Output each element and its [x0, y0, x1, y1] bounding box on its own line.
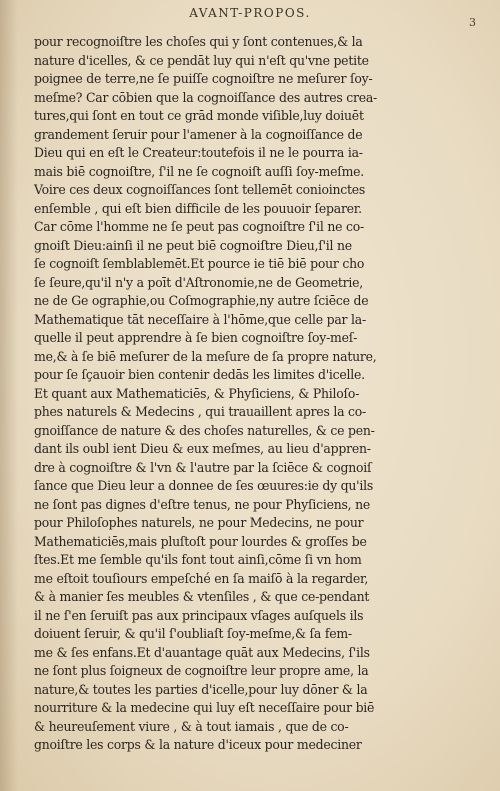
text-line: Et quant aux Mathematiciēs, & Phyſiciens, & Philoſo- — [34, 386, 360, 402]
text-line: il ne ſ'en ſeruiſt pas aux principaux vſages auſquels ils — [34, 608, 364, 624]
text-line: nourriture & la medecine qui luy eſt neceſſaire pour biē — [34, 701, 375, 716]
text-line: dre à cognoiſtre & l'vn & l'autre par la ſciēce & cognoiſ — [34, 460, 372, 476]
text-line: nature,& toutes les parties d'icelle,pour luy dōner & la — [34, 682, 368, 698]
text-line: Mathematique tāt neceſſaire à l'hōme,que celle par la- — [34, 312, 366, 328]
text-line: pour recognoiſtre les choſes qui y ſont contenues,& la — [34, 35, 363, 50]
text-line: Voire ces deux cognoiſſances ſont tellemēt conioinctes — [34, 183, 366, 198]
text-line: ne de Ge ographie,ou Coſmographie,ny autre ſciēce de — [34, 294, 369, 309]
text-line: ſe cognoiſt ſemblablemēt.Et pource ie tiē biē pour cho — [34, 257, 365, 272]
text-line: Car cōme l'homme ne ſe peut pas cognoiſtre ſ'il ne co- — [34, 220, 364, 235]
page-number: 3 — [469, 16, 476, 29]
text-line: gnoiſſance de nature & des choſes naturelles, & ce pen- — [34, 423, 375, 439]
text-line: & heureuſement viure , & à tout iamais , que de co- — [34, 719, 349, 735]
text-line: nature d'icelles, & ce pendāt luy qui n'eſt qu'vne petite — [34, 53, 369, 69]
text-line: ſtes.Et me ſemble qu'ils font tout ainſi,cōme ſi vn hom — [34, 553, 362, 568]
text-line: meſme? Car cōbien que la cognoiſſance des autres crea- — [34, 90, 378, 106]
text-line: pour ſe ſçauoir bien contenir dedās les limites d'icelle. — [34, 368, 365, 383]
body-text — [34, 34, 474, 756]
text-line: tures,qui ſont en tout ce grād monde viſible,luy doiuēt — [34, 109, 364, 124]
text-line: & à manier ſes meubles & vtenſiles , & que ce-pendant — [34, 590, 370, 605]
text-line: me eſtoit touſiours empeſché en ſa maiſō à la regarder, — [34, 571, 369, 587]
text-line: me & ſes enfans.Et d'auantage quāt aux Medecins, ſ'ils — [34, 645, 370, 661]
text-line: ne ſont pas dignes d'eſtre tenus, ne pour Phyſiciens, ne — [34, 497, 371, 513]
text-line: gnoiſt Dieu:ainſi il ne peut biē cognoiſtre Dieu,ſ'il ne — [34, 238, 352, 254]
text-line: ſance que Dieu leur a donnee de ſes œuures:ie dy qu'ils — [34, 479, 374, 494]
text-line: quelle il peut apprendre à ſe bien cognoiſtre ſoy-meſ- — [34, 331, 358, 346]
text-line: grandement ſeruir pour l'amener à la cognoiſſance de — [34, 127, 363, 143]
text-line: dant ils oubl ient Dieu & eux meſmes, au lieu d'appren- — [34, 442, 371, 457]
text-line: poignee de terre,ne ſe puiſſe cognoiſtre ne meſurer ſoy- — [34, 72, 373, 87]
text-line: mais biē cognoiſtre, ſ'il ne ſe cognoiſt auſſi ſoy-meſme. — [34, 164, 365, 180]
text-line: Mathematiciēs,mais pluſtoſt pour lourdes & groſſes be — [34, 534, 367, 550]
binding-shadow — [0, 0, 18, 791]
text-line: ſe ſeure,qu'il n'y a poīt d'Aſtronomie,ne de Geometrie, — [34, 275, 364, 291]
text-line: pour Philoſophes naturels, ne pour Medecins, ne pour — [34, 516, 364, 531]
text-line: ne ſont plus ſoigneux de cognoiſtre leur propre ame, la — [34, 664, 369, 679]
text-line: Dieu qui en eſt le Createur:toutefois il ne le pourra ia- — [34, 146, 363, 161]
text-line: doiuent ſeruir, & qu'il ſ'oubliaſt ſoy-meſme,& ſa fem- — [34, 627, 352, 642]
text-line: enſemble , qui eſt bien difficile de les pouuoir ſeparer. — [34, 201, 362, 217]
text-line: gnoiſtre les corps & la nature d'iceux pour medeciner — [34, 738, 362, 753]
running-head: AVANT-PROPOS. — [189, 6, 311, 20]
text-line: me,& à ſe biē meſurer de la meſure de ſa propre nature, — [34, 349, 377, 365]
text-line: phes naturels & Medecins , qui trauaillent apres la co- — [34, 405, 366, 420]
